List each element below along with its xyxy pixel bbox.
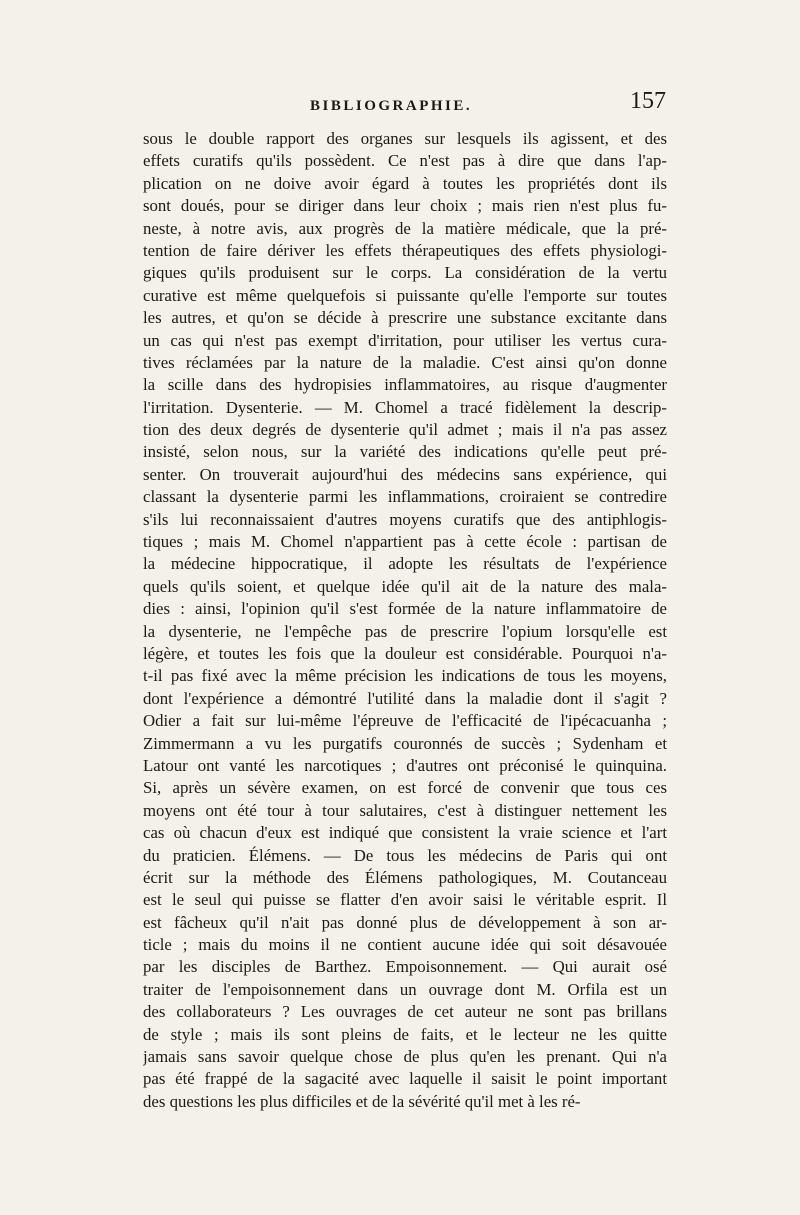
text-line: cas où chacun d'eux est indiqué que consistent la vraie science et l'art xyxy=(143,823,667,843)
running-head: BIBLIOGRAPHIE. xyxy=(310,98,473,114)
text-line: classant la dysenterie parmi les inflammations, croiraient se contredire xyxy=(143,487,667,507)
text-line: Zimmermann a vu les purgatifs couronnés de succès ; Sydenham et xyxy=(143,733,667,753)
body-text xyxy=(143,128,667,1113)
text-line: senter. On trouverait aujourd'hui des médecins sans expérience, qui xyxy=(143,464,667,484)
text-line: la dysenterie, ne l'empêche pas de prescrire l'opium lorsqu'elle est xyxy=(143,621,667,641)
text-line: Odier a fait sur lui-même l'épreuve de l'efficacité de l'ipécacuanha ; xyxy=(143,711,667,731)
text-line: dont l'expérience a démontré l'utilité dans la maladie dont il s'agit ? xyxy=(143,688,667,708)
text-line: insisté, selon nous, sur la variété des indications qu'elle peut pré- xyxy=(143,442,667,462)
text-line: Si, après un sévère examen, on est forcé de convenir que tous ces xyxy=(143,778,667,798)
text-line: Latour ont vanté les narcotiques ; d'autres ont préconisé le quinquina. xyxy=(143,755,667,775)
text-line: ticle ; mais du moins il ne contient aucune idée qui soit désavouée xyxy=(143,935,667,955)
text-line: plication on ne doive avoir égard à toutes les propriétés dont ils xyxy=(143,173,667,193)
page-header xyxy=(146,88,666,126)
text-line: est fâcheux qu'il n'ait pas donné plus de développement à son ar- xyxy=(143,912,667,932)
text-line: de style ; mais ils sont pleins de faits, et le lecteur ne les quitte xyxy=(143,1024,667,1044)
text-line: curative est même quelquefois si puissante qu'elle l'emporte sur toutes xyxy=(143,285,667,305)
text-line: moyens ont été tour à tour salutaires, c'est à distinguer nettement les xyxy=(143,800,667,820)
text-line: légère, et toutes les fois que la douleur est considérable. Pourquoi n'a- xyxy=(143,643,667,663)
text-line: la médecine hippocratique, il adopte les résultats de l'expérience xyxy=(143,554,667,574)
text-line: neste, à notre avis, aux progrès de la matière médicale, que la pré- xyxy=(143,218,667,238)
text-line: sont doués, pour se diriger dans leur choix ; mais rien n'est plus fu- xyxy=(143,196,667,216)
text-line: les autres, et qu'on se décide à prescrire une substance excitante dans xyxy=(143,308,667,328)
text-line: pas été frappé de la sagacité avec laquelle il saisit le point important xyxy=(143,1069,667,1089)
text-line: par les disciples de Barthez. Empoisonnement. — Qui aurait osé xyxy=(143,957,667,977)
text-line: tention de faire dériver les effets thérapeutiques des effets physiologi- xyxy=(143,240,667,260)
text-line: quels qu'ils soient, et quelque idée qu'il ait de la nature des mala- xyxy=(143,576,667,596)
text-line: dies : ainsi, l'opinion qu'il s'est formée de la nature inflammatoire de xyxy=(143,599,667,619)
text-line: s'ils lui reconnaissaient d'autres moyens curatifs que des antiphlogis- xyxy=(143,509,667,529)
text-line: traiter de l'empoisonnement dans un ouvrage dont M. Orfila est un xyxy=(143,979,667,999)
text-line: tives réclamées par la nature de la maladie. C'est ainsi qu'on donne xyxy=(143,352,667,372)
text-line: l'irritation. Dysenterie. — M. Chomel a tracé fidèlement la descrip- xyxy=(143,397,667,417)
text-line: tion des deux degrés de dysenterie qu'il admet ; mais il n'a pas assez xyxy=(143,420,667,440)
text-line: écrit sur la méthode des Élémens pathologiques, M. Coutanceau xyxy=(143,867,667,887)
text-line: des collaborateurs ? Les ouvrages de cet auteur ne sont pas brillans xyxy=(143,1002,667,1022)
text-line: est le seul qui puisse se flatter d'en avoir saisi le véritable esprit. Il xyxy=(143,890,667,910)
text-line: effets curatifs qu'ils possèdent. Ce n'est pas à dire que dans l'ap- xyxy=(143,151,667,171)
text-line: sous le double rapport des organes sur lesquels ils agissent, et des xyxy=(143,129,667,148)
text-line: jamais sans savoir quelque chose de plus qu'en les prenant. Qui n'a xyxy=(143,1047,667,1067)
page-number: 157 xyxy=(630,88,666,114)
text-line: la scille dans des hydropisies inflammatoires, au risque d'augmenter xyxy=(143,375,667,395)
text-line: t-il pas fixé avec la même précision les indications de tous les moyens, xyxy=(143,666,667,686)
text-line: du praticien. Élémens. — De tous les médecins de Paris qui ont xyxy=(143,845,667,865)
text-line: giques qu'ils produisent sur le corps. La considération de la vertu xyxy=(143,263,667,283)
text-line: des questions les plus difficiles et de la sévérité qu'il met à les ré- xyxy=(143,1091,581,1111)
text-line: tiques ; mais M. Chomel n'appartient pas à cette école : partisan de xyxy=(143,532,667,552)
text-line: un cas qui n'est pas exempt d'irritation, pour utiliser les vertus cura- xyxy=(143,330,667,350)
